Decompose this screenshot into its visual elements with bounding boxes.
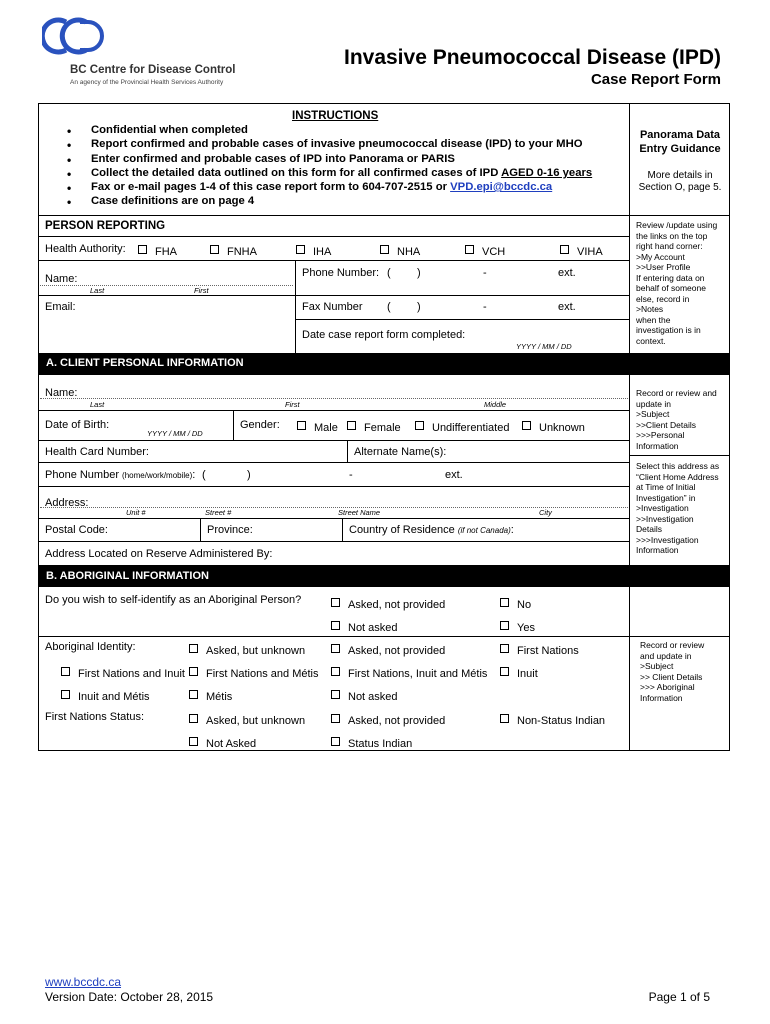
email-link[interactable]: VPD.epi@bccdc.ca [450,181,553,194]
gender-label: Gender: [240,419,280,431]
first-hint: First [194,286,209,295]
checkbox-status-asked-unknown[interactable]: Asked, but unknown [189,714,305,727]
phone-paren-close: ) [417,267,421,279]
divider-vertical [342,518,343,541]
divider-vertical [233,410,234,440]
phone-paren-open: ( [387,267,391,279]
panorama-heading: Panorama Data Entry Guidance [639,129,721,155]
divider [38,260,630,261]
checkbox-not-asked[interactable]: Not asked [331,621,398,634]
fax-paren-close: ) [417,301,421,313]
unit-hint: Unit # [126,508,146,517]
checkbox-non-status-indian[interactable]: Non-Status Indian [500,714,605,727]
person-reporting-guidance: Review /update using the links on the top right hand corner: >My Account >>User Profile If entering data on behalf of someone else, record in >Notes when the investigation is in context. [636,220,718,346]
client-phone-dash: - [349,469,353,481]
checkbox-identity-not-asked[interactable]: Not asked [331,690,398,703]
country-label: Country of Residence (if not Canada): [349,524,514,536]
instruction-item: • Fax or e-mail pages 1-4 of this case report form to 604-707-2515 or VPD.epi@bccdc.ca [91,181,592,195]
divider [38,215,730,216]
client-name-line[interactable] [40,398,628,399]
section-b-header: B. ABORIGINAL INFORMATION [38,565,730,587]
fax-ext: ext. [558,301,576,313]
org-tagline: An agency of the Provincial Health Services Authority [70,79,224,86]
divider [38,236,630,237]
org-name: BC Centre for Disease Control [70,64,236,76]
reporter-email-label: Email: [45,301,76,313]
last-hint: Last [90,286,105,295]
divider [38,541,630,542]
checkbox-identity-asked-unknown[interactable]: Asked, but unknown [189,644,305,657]
checkbox-fnha[interactable]: FNHA [210,245,257,258]
section-a-guidance-2: Select this address as “Client Home Address at Time of Initial Investigation” in >Investigation >>Investigation Details >>>Investigation Information [636,461,720,555]
page-title: Invasive Pneumococcal Disease (IPD) [343,46,721,69]
bccdc-logo [42,16,242,96]
divider [38,410,630,411]
checkbox-unknown[interactable]: Unknown [522,421,585,434]
reporter-fax-label: Fax Number [302,301,363,313]
instruction-item: • Enter confirmed and probable cases of IPD into Panorama or PARIS [91,153,592,167]
date-completed-label: Date case report form completed: [302,329,466,341]
checkbox-iha[interactable]: IHA [296,245,331,258]
dob-format-hint: YYYY / MM / DD [147,429,203,438]
checkbox-vch[interactable]: VCH [465,245,505,258]
reserve-label: Address Located on Reserve Administered By: [45,548,273,560]
logo-mark-icon [42,16,112,56]
checkbox-status-not-asked[interactable]: Not Asked [189,737,256,750]
name-line[interactable] [40,285,293,286]
checkbox-viha[interactable]: VIHA [560,245,603,258]
checkbox-yes[interactable]: Yes [500,621,535,634]
middle-hint: Middle [484,400,507,409]
divider [38,440,630,441]
instruction-item: • Report confirmed and probable cases of invasive pneumococcal disease (IPD) to your MHO [91,138,592,152]
divider [38,295,630,296]
checkbox-status-asked-not-provided[interactable]: Asked, not provided [331,714,445,727]
reporter-name-label: Name: [45,273,78,285]
checkbox-first-nations-inuit[interactable]: First Nations and Inuit [61,667,185,680]
section-a-guidance-1: Record or review and update in >Subject >>Client Details >>>Personal Information [636,388,717,451]
checkbox-inuit[interactable]: Inuit [500,667,538,680]
street-number-hint: Street # [205,508,232,517]
city-hint: City [539,508,552,517]
reporter-phone-label: Phone Number: [302,267,380,279]
address-label: Address: [45,497,89,509]
divider-vertical [200,518,201,541]
divider [629,455,730,456]
instructions-list [91,124,592,210]
date-format-hint: YYYY / MM / DD [516,342,572,351]
checkbox-first-nations-inuit-metis[interactable]: First Nations, Inuit and Métis [331,667,487,680]
alternate-name-label: Alternate Name(s): [354,446,447,458]
aboriginal-identity-label: Aboriginal Identity: [45,641,136,653]
checkbox-fha[interactable]: FHA [138,245,177,258]
divider [295,319,630,320]
fax-dash: - [483,301,487,313]
divider-vertical [347,440,348,462]
client-phone-paren-close: ) [247,469,251,481]
checkbox-male[interactable]: Male [297,421,338,434]
health-card-label: Health Card Number: [45,446,149,458]
instruction-item: • Collect the detailed data outlined on this form for all confirmed cases of IPD AGED 0-16 years [91,167,592,181]
province-label: Province: [207,524,253,536]
checkbox-asked-not-provided[interactable]: Asked, not provided [331,598,445,611]
website-link[interactable]: www.bccdc.ca [45,975,122,989]
divider-vertical [295,260,296,353]
first-nations-status-label: First Nations Status: [45,711,145,723]
last-hint: Last [90,400,105,409]
checkbox-first-nations-metis[interactable]: First Nations and Métis [189,667,318,680]
instruction-item: • Confidential when completed [91,124,592,138]
checkbox-metis[interactable]: Métis [189,690,232,703]
divider [38,518,630,519]
checkbox-first-nations[interactable]: First Nations [500,644,579,657]
page-number: Page 1 of 5 [648,990,710,1004]
street-name-hint: Street Name [338,508,381,517]
health-authority-label: Health Authority: [45,243,126,255]
checkbox-status-indian[interactable]: Status Indian [331,737,412,750]
phone-ext: ext. [558,267,576,279]
person-reporting-heading: PERSON REPORTING [45,220,166,232]
first-hint: First [285,400,300,409]
instruction-item: • Case definitions are on page 4 [91,195,592,209]
checkbox-identity-asked-not-provided[interactable]: Asked, not provided [331,644,445,657]
column-divider-a [629,375,630,565]
column-divider [629,103,630,353]
checkbox-female[interactable]: Female [347,421,401,434]
panorama-details: More details in Section O, page 5. [638,170,722,193]
checkbox-undifferentiated[interactable]: Undifferentiated [415,421,509,434]
client-name-label: Name: [45,387,78,399]
client-phone-paren-open: ( [202,469,206,481]
client-phone-ext: ext. [445,469,463,481]
page-subtitle: Case Report Form [590,71,721,88]
fax-paren-open: ( [387,301,391,313]
section-b-guidance: Record or review and update in >Subject >> Client Details >>> Aboriginal Information [640,640,705,703]
client-phone-label: Phone Number (home/work/mobile): [45,469,196,481]
version-date: Version Date: October 28, 2015 [45,990,214,1004]
checkbox-inuit-metis[interactable]: Inuit and Métis [61,690,150,703]
instructions-heading: INSTRUCTIONS [292,110,379,122]
divider [38,462,630,463]
checkbox-nha[interactable]: NHA [380,245,420,258]
divider [38,486,630,487]
checkbox-no[interactable]: No [500,598,531,611]
postal-code-label: Postal Code: [45,524,108,536]
dob-label: Date of Birth: [45,419,110,431]
divider [38,636,730,637]
phone-dash: - [483,267,487,279]
column-divider-b [629,587,630,751]
section-a-header: A. CLIENT PERSONAL INFORMATION [38,353,730,375]
self-identify-label: Do you wish to self-identify as an Aboriginal Person? [45,594,302,606]
